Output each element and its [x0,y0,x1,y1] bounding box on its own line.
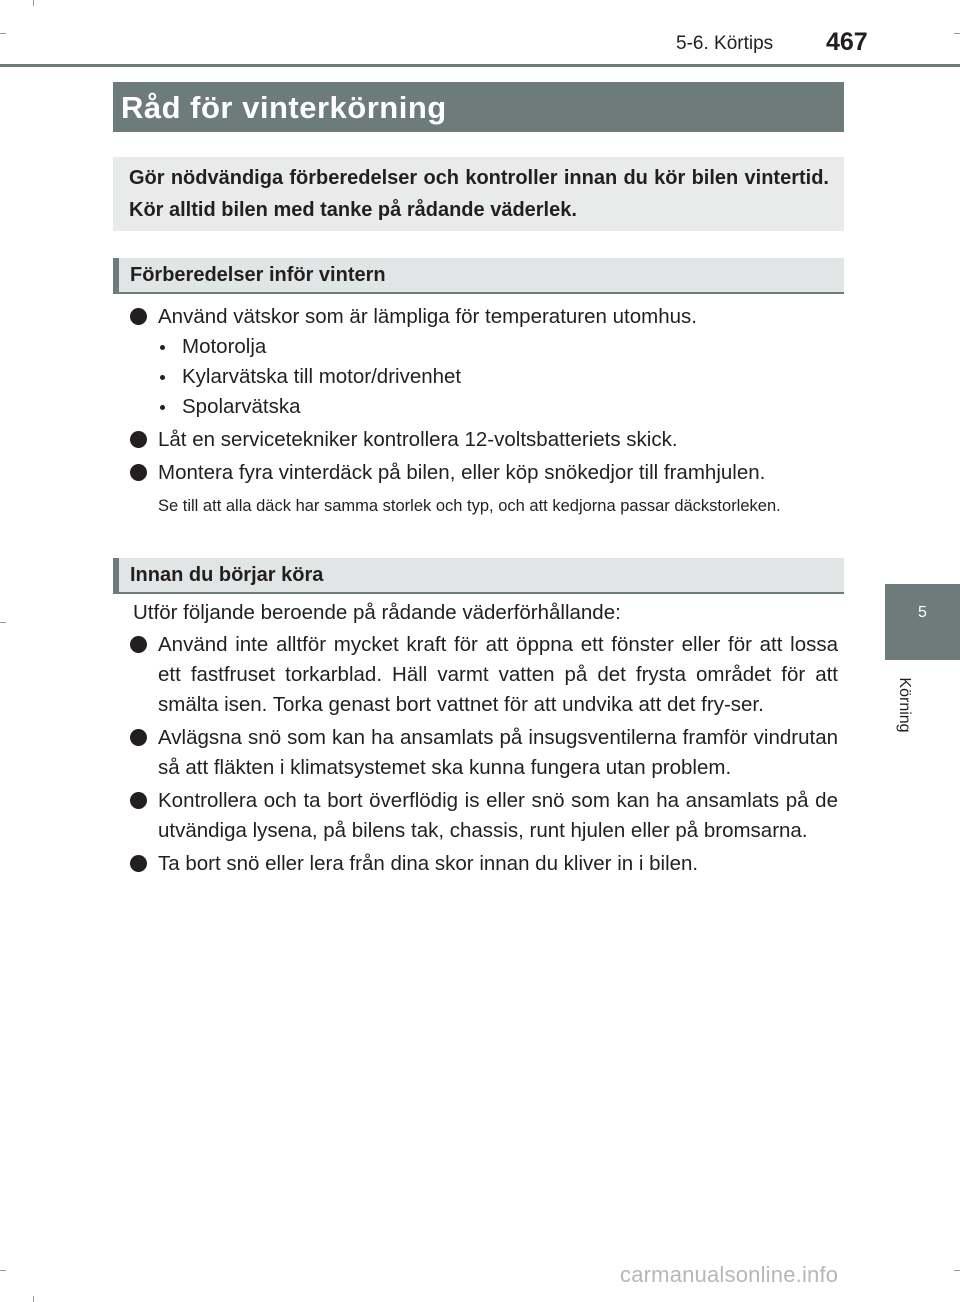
list-item [130,425,838,455]
page-number: 467 [826,28,868,56]
bullet-icon [130,431,147,448]
list-item-text: Låt en servicetekniker kontrollera 12-voltsbatteriets skick. [158,428,678,451]
list-item [130,630,838,720]
sub-list-item-text: Motorolja [182,335,267,358]
crop-mark [0,33,6,34]
list-item-text: Använd vätskor som är lämpliga för temperaturen utomhus. [158,305,697,328]
list-item [130,786,838,846]
bullet-icon [130,729,147,746]
chapter-label: Körning [896,677,913,733]
crop-mark [0,1270,6,1271]
list-item [130,723,838,783]
intro-text: Gör nödvändiga förberedelser och kontroller innan du kör bilen vintertid. Kör alltid bilen med tanke på rådande väderlek. [129,167,829,221]
running-head: 5-6. Körtips [676,33,774,54]
section-heading-preparations [113,258,844,294]
bullet-icon [130,855,147,872]
page-title: Råd för vinterkörning [121,90,447,125]
bullet-icon [130,464,147,481]
list-item-text: Ta bort snö eller lera från dina skor innan du kliver in i bilen. [158,852,699,875]
bullet-icon [130,308,147,325]
crop-mark [0,622,6,623]
sub-list-item [130,362,838,392]
chapter-number: 5 [918,604,927,621]
chapter-tab [885,584,960,660]
title-bar [113,82,844,132]
list-item [130,458,838,488]
list-item-text: Kontrollera och ta bort överflödig is eller snö som kan ha ansamlats på de utvändiga lysena, på bilens tak, chassis, runt hjulen eller på bromsarna. [158,789,838,842]
list-item [130,849,838,879]
section-heading-text: Innan du börjar köra [130,564,324,586]
sub-bullet-icon [160,345,165,350]
bullet-icon [130,792,147,809]
preparations-list [130,302,838,488]
note-text: Se till att alla däck har samma storlek och typ, och att kedjorna passar däckstorleken. [158,497,781,515]
intro-box [113,157,844,231]
sub-list-item [130,332,838,362]
section-heading-before-driving [113,558,844,594]
crop-mark [33,0,34,6]
list-item-text: Använd inte alltför mycket kraft för att öppna ett fönster eller för att lossa ett fastfruset torkarblad. Häll varmt vatten på det frysta området för att smälta isen. Torka genast bort vattnet för att undvika att det fry-ser. [158,633,838,716]
list-item-text: Avlägsna snö som kan ha ansamlats på insugsventilerna framför vindrutan så att fläkten i klimatsystemet ska kunna fungera utan problem. [158,726,838,779]
header-rule [0,64,960,67]
sub-list-item-text: Kylarvätska till motor/drivenhet [182,365,462,388]
bullet-icon [130,636,147,653]
crop-mark [33,1296,34,1302]
list-item-text: Montera fyra vinterdäck på bilen, eller köp snökedjor till framhjulen. [158,461,766,484]
sub-list-item-text: Spolarvätska [182,395,301,418]
watermark: carmanualsonline.info [620,1262,839,1287]
section-heading-text: Förberedelser inför vintern [130,264,386,286]
chapter-label-container [892,668,916,748]
before-driving-list [130,598,838,879]
section-lead-text: Utför följande beroende på rådande väderförhållande: [133,601,621,624]
list-item [130,302,838,332]
sub-bullet-icon [160,405,165,410]
crop-mark [954,1270,960,1271]
sub-bullet-icon [160,375,165,380]
sub-list-item [130,392,838,422]
crop-mark [954,33,960,34]
